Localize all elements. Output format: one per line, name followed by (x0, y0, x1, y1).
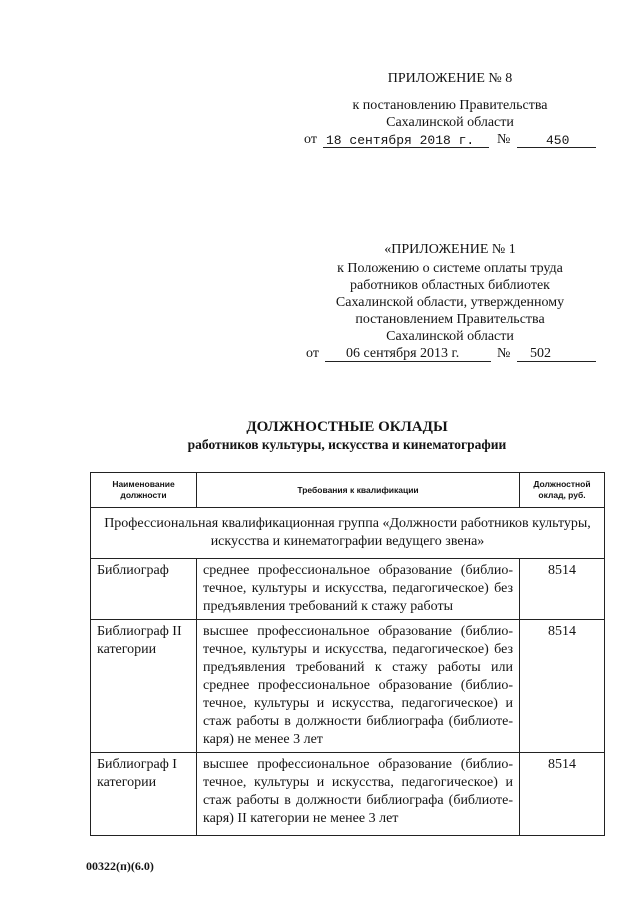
salary-value: 8514 (520, 559, 605, 620)
annex1-date: 06 сентября 2013 г. (346, 346, 460, 361)
table-row (91, 620, 605, 753)
position-name: Библиограф II категории (91, 620, 197, 753)
salary-value: 8514 (520, 620, 605, 753)
header-salary: Должностной оклад, руб. (520, 473, 605, 508)
position-name: Библиограф I категории (91, 753, 197, 836)
salary-value: 8514 (520, 753, 605, 836)
annex1-line: Сахалинской области (386, 329, 514, 344)
qualification-requirements: высшее профессиональное образование (библио-течное, культуры и искусства, педагогическое) и стаж работы в должности библиографа (библиоте-каря) II категории не менее 3 лет (197, 753, 520, 836)
annex8-date: 18 сентября 2018 г. (326, 133, 475, 148)
annex1-number-label: № (497, 346, 511, 361)
annex1-from-label: от (306, 346, 319, 361)
annex1-title: «ПРИЛОЖЕНИЕ № 1 (384, 242, 516, 257)
position-name: Библиограф (91, 559, 197, 620)
annex1-line: к Положению о системе оплаты труда (337, 261, 563, 276)
document-title: ДОЛЖНОСТНЫЕ ОКЛАДЫ (246, 419, 448, 435)
annex1-line: постановлением Правительства (355, 312, 545, 327)
annex8-title: ПРИЛОЖЕНИЕ № 8 (387, 71, 513, 86)
annex1-number: 502 (530, 346, 551, 361)
table-row (91, 753, 605, 836)
document-code: 00322(п)(6.0) (86, 859, 154, 873)
qualification-requirements: высшее профессиональное образование (библио-течное, культуры и искусства, педагогическое) без предъявления требований к стажу работы или среднее профессиональное образование (библио-течное, культуры и искусства, педагогическое) и стаж работы в должности библиографа (библиоте-каря) не менее 3 лет (197, 620, 520, 753)
annex8-number: 450 (546, 133, 570, 148)
header-qualification: Требования к квалификации (197, 473, 520, 508)
header-position-name: Наименование должности (91, 473, 197, 508)
annex8-line1: к постановлению Правительства (352, 98, 548, 113)
qualification-requirements: среднее профессиональное образование (библио-течное, культуры и искусства, педагогическое) без предъявления требований к стажу работы (197, 559, 520, 620)
annex1-line: работников областных библиотек (350, 278, 550, 293)
annex8-line2: Сахалинской области (386, 115, 514, 130)
table-header-row (91, 473, 605, 508)
annex8-from-label: от (304, 132, 317, 147)
annex8-number-label: № (497, 132, 511, 147)
annex1-line: Сахалинской области, утвержденному (335, 295, 565, 310)
annex1-number-underline (517, 361, 596, 362)
table-group-row (91, 508, 605, 559)
document-subtitle: работников культуры, искусства и кинематографии (187, 437, 507, 452)
salary-table (90, 472, 605, 836)
table-row (91, 559, 605, 620)
group-title: Профессиональная квалификационная группа «Должности работников культуры, искусства и кинематографии ведущего звена» (91, 508, 605, 559)
